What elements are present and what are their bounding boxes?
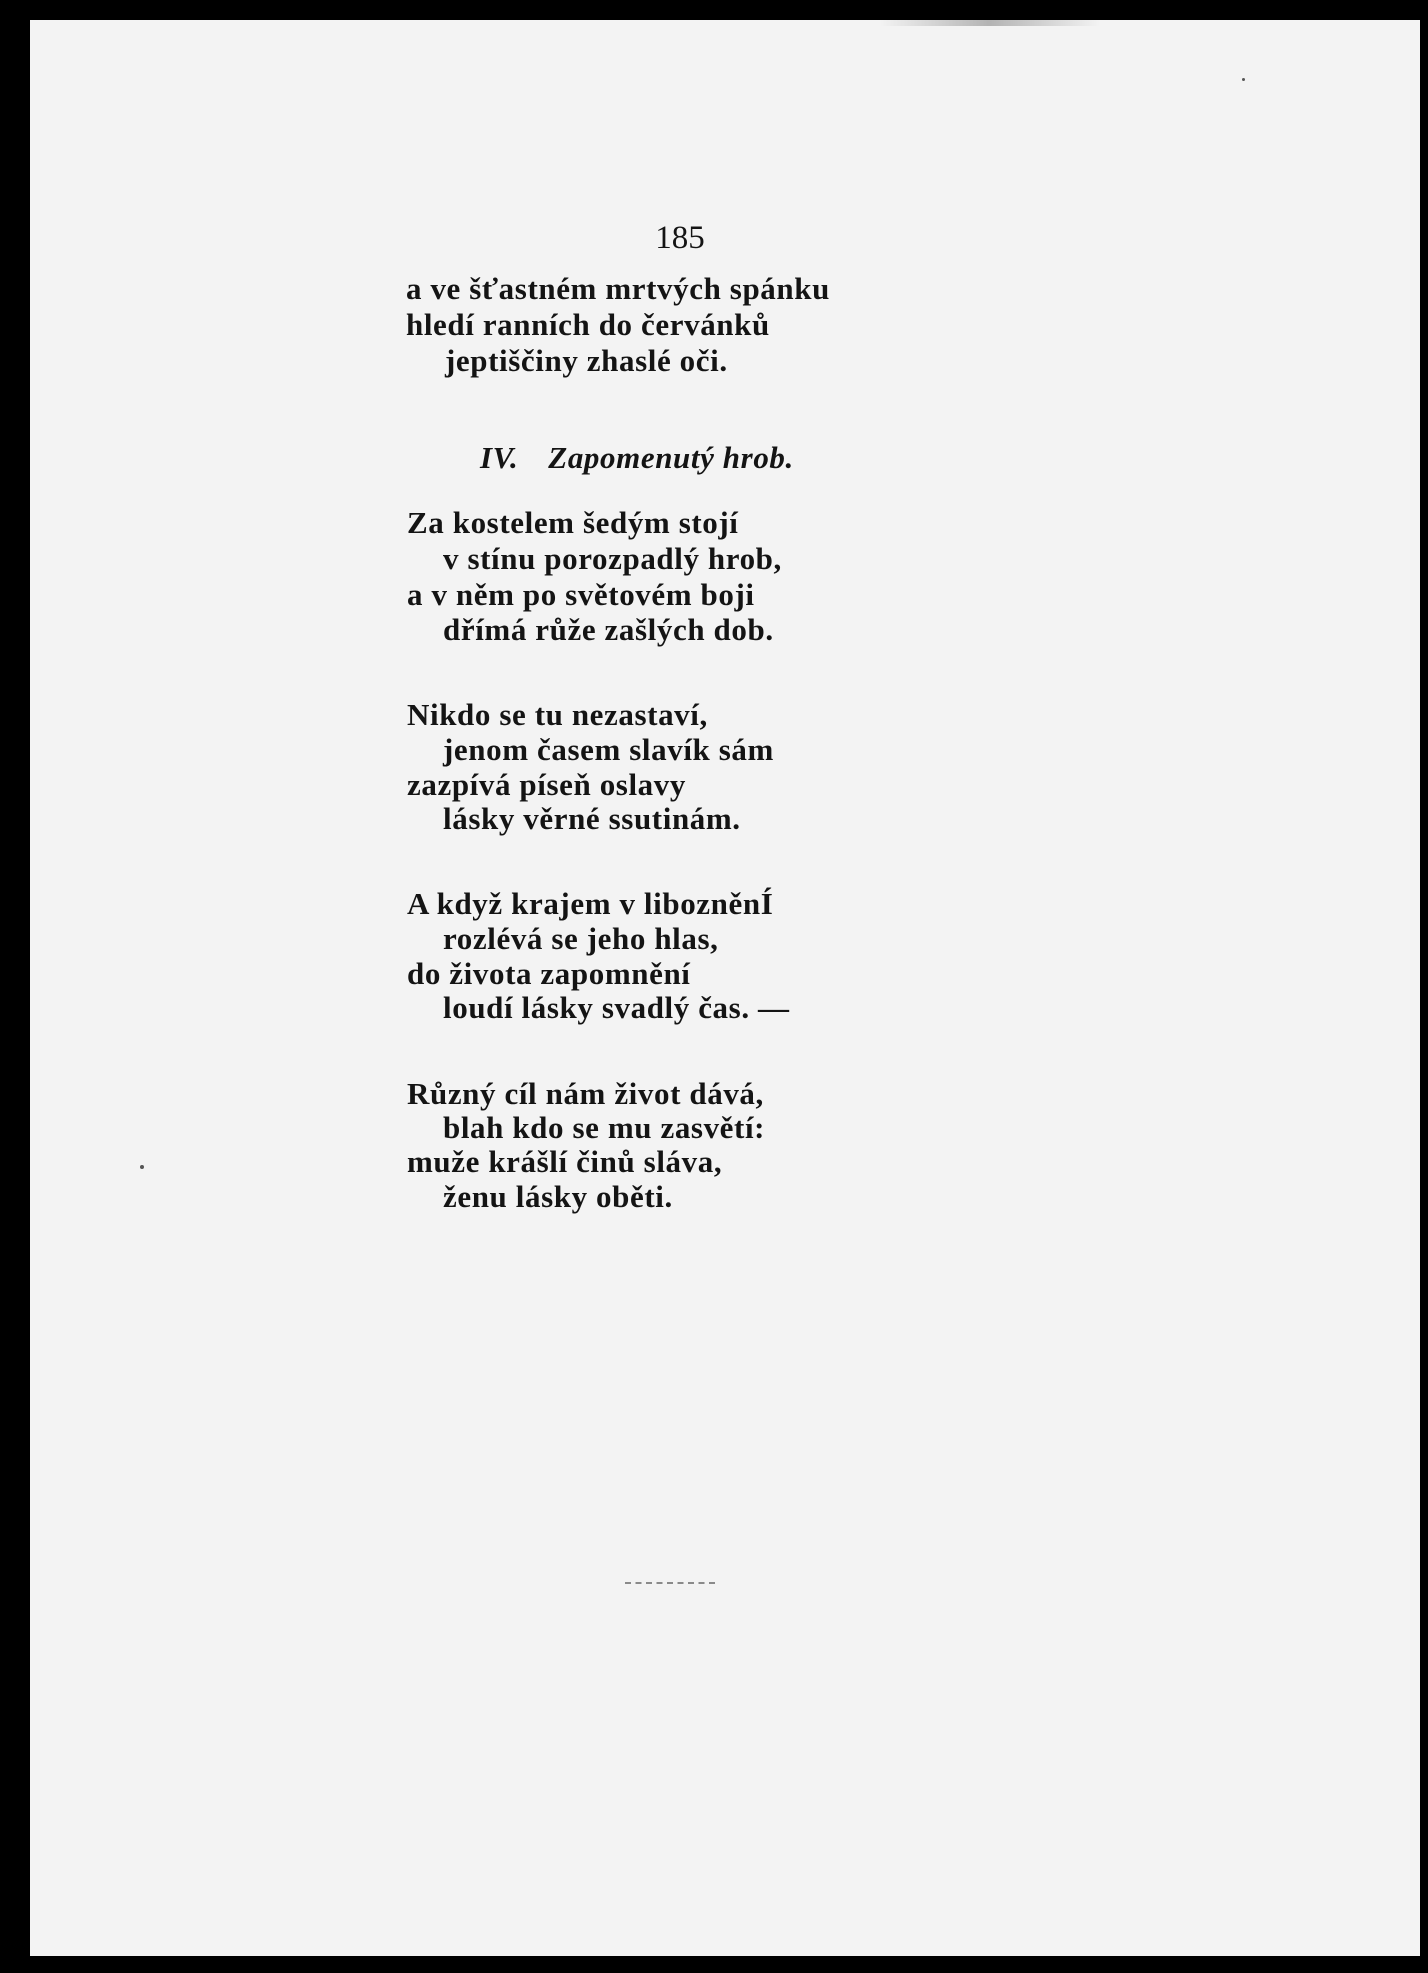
page-number: 185 — [655, 220, 705, 256]
verse-line: jeptiščiny zhaslé oči. — [445, 343, 728, 378]
section-title: Zapomenutý hrob. — [548, 440, 794, 475]
scan-speck — [140, 1165, 144, 1169]
book-page — [30, 20, 1420, 1956]
verse-line: a v něm po světovém boji — [407, 577, 755, 612]
verse-line: hledí ranních do červánků — [406, 307, 770, 342]
verse-line: a ve šťastném mrtvých spánku — [406, 271, 830, 306]
verse-line: lásky věrné ssutinám. — [443, 801, 741, 836]
scan-smudge — [880, 20, 1100, 26]
verse-line: Nikdo se tu nezastaví, — [407, 697, 708, 732]
verse-line: Za kostelem šedým stojí — [407, 505, 739, 540]
section-numeral: IV. — [480, 440, 519, 475]
verse-line: blah kdo se mu zasvětí: — [443, 1110, 766, 1145]
verse-line: loudí lásky svadlý čas. — — [443, 990, 790, 1025]
verse-line: jenom časem slavík sám — [443, 732, 774, 767]
verse-line: Různý cíl nám život dává, — [407, 1076, 764, 1111]
verse-line: muže krášlí činů sláva, — [407, 1144, 723, 1179]
verse-line: A když krajem v libozněnÍ — [407, 886, 774, 921]
verse-line: ženu lásky oběti. — [443, 1179, 673, 1214]
scan-speck — [1242, 78, 1245, 81]
verse-line: v stínu porozpadlý hrob, — [443, 541, 782, 576]
end-divider — [625, 1582, 715, 1584]
section-heading — [480, 442, 794, 473]
verse-line: rozlévá se jeho hlas, — [443, 921, 719, 956]
verse-line: zazpívá píseň oslavy — [407, 767, 686, 802]
verse-line: do života zapomnění — [407, 956, 691, 991]
verse-line: dřímá růže zašlých dob. — [443, 612, 774, 647]
